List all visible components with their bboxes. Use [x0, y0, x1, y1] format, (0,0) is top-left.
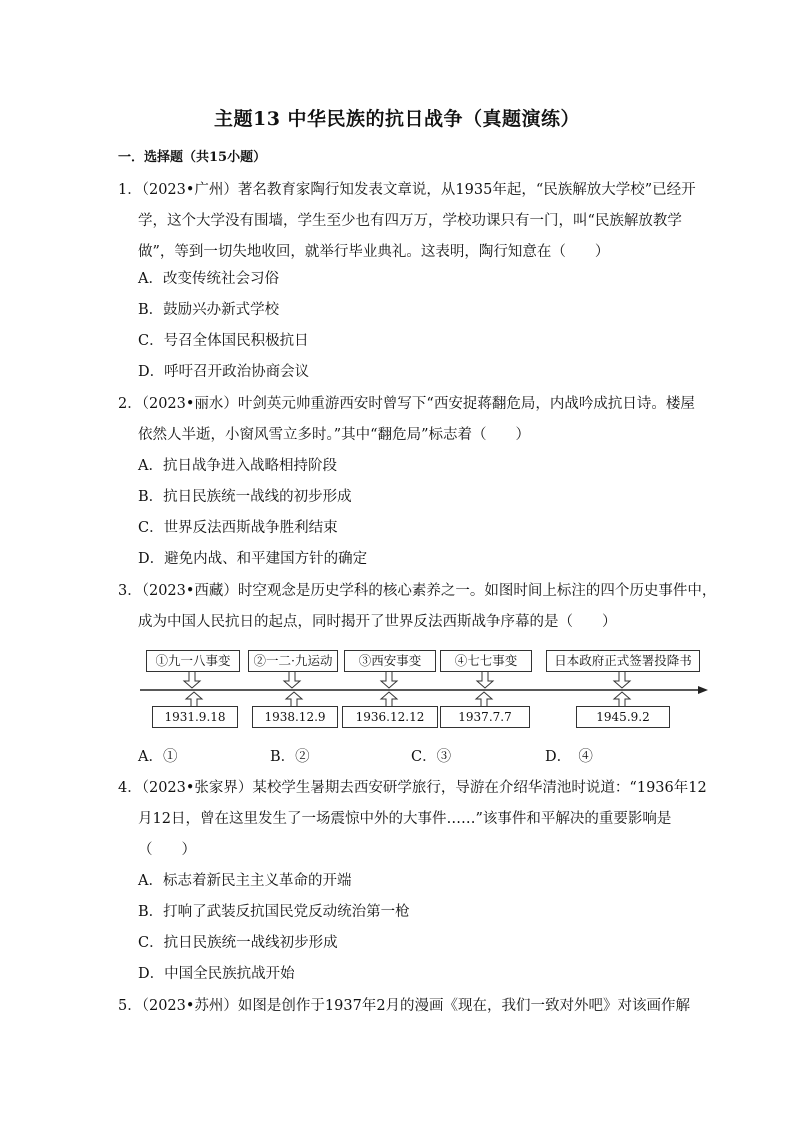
q2-option-d[interactable]: D．避免内战、和平建国方针的确定	[138, 551, 368, 567]
q3-option-b[interactable]: B．②	[270, 749, 310, 765]
timeline-up-arrow	[381, 692, 397, 706]
page-title: 主题13 中华民族的抗日战争（真题演练）	[213, 108, 581, 130]
q4-option-d[interactable]: D．中国全民族抗战开始	[138, 966, 295, 982]
timeline-date-2: 1938.12.9	[252, 706, 338, 728]
q2-option-a[interactable]: A．抗日战争进入战略相持阶段	[138, 458, 337, 474]
timeline-event-5: 日本政府正式签署投降书	[546, 650, 700, 672]
q1-stem-line1: 1．（2023•广州）著名教育家陶行知发表文章说，从1935年起，“民族解放大学校”已经开	[118, 182, 696, 198]
timeline-event-2: ②一二·九运动	[248, 650, 338, 672]
q1-option-a[interactable]: A．改变传统社会习俗	[138, 271, 279, 287]
timeline-date-4: 1937.7.7	[440, 706, 530, 728]
timeline-up-arrow	[614, 692, 630, 706]
q4-option-a[interactable]: A．标志着新民主主义革命的开端	[138, 873, 352, 889]
timeline-date-5: 1945.9.2	[576, 706, 670, 728]
timeline-event-3: ③西安事变	[344, 650, 436, 672]
timeline-event-1: ①九一八事变	[146, 650, 240, 672]
timeline-up-arrow	[476, 692, 492, 706]
timeline-up-arrow	[186, 692, 202, 706]
timeline-down-arrow	[614, 672, 630, 688]
q2-stem-line2: 依然人半逝，小窗风雪立多时。”其中“翻危局”标志着（ ）	[138, 427, 530, 443]
timeline-date-3: 1936.12.12	[342, 706, 438, 728]
q5-stem-line1: 5．（2023•苏州）如图是创作于1937年2月的漫画《现在，我们一致对外吧》对该画作解	[118, 998, 691, 1014]
timeline-down-arrow	[184, 672, 200, 688]
q4-option-c[interactable]: C．抗日民族统一战线初步形成	[138, 935, 338, 951]
section-heading: 一．选择题（共15小题）	[118, 150, 267, 165]
timeline-down-arrow	[284, 672, 300, 688]
timeline-down-arrow	[381, 672, 397, 688]
timeline-up-arrow	[286, 692, 302, 706]
timeline-date-1: 1931.9.18	[152, 706, 238, 728]
q4-stem-line3: （ ）	[138, 842, 196, 858]
q1-option-b[interactable]: B．鼓励兴办新式学校	[138, 302, 280, 318]
q4-stem-line1: 4．（2023•张家界）某校学生暑期去西安研学旅行，导游在介绍华清池时说道：“1936年12	[118, 780, 707, 796]
timeline-figure	[138, 646, 710, 730]
q3-stem-line1: 3．（2023•西藏）时空观念是历史学科的核心素养之一。如图时间上标注的四个历史事件中，	[118, 583, 717, 599]
q1-stem-line3: 做”，等到一切失地收回，就举行毕业典礼。这表明，陶行知意在（ ）	[138, 244, 610, 260]
q3-option-c[interactable]: C．③	[411, 749, 452, 765]
q2-option-b[interactable]: B．抗日民族统一战线的初步形成	[138, 489, 352, 505]
q3-stem-line2: 成为中国人民抗日的起点，同时揭开了世界反法西斯战争序幕的是（ ）	[138, 614, 617, 630]
q3-option-d[interactable]: D． ④	[545, 749, 593, 765]
q3-option-a[interactable]: A．①	[138, 749, 178, 765]
q1-option-d[interactable]: D．呼吁召开政治协商会议	[138, 364, 310, 380]
q2-stem-line1: 2．（2023•丽水）叶剑英元帅重游西安时曾写下“西安捉蒋翻危局，内战吟成抗日诗。楼屋	[118, 396, 695, 412]
q1-stem-line2: 学，这个大学没有围墙，学生至少也有四万万，学校功课只有一门，叫“民族解放教学	[138, 213, 682, 229]
timeline-event-4: ④七七事变	[440, 650, 532, 672]
q1-option-c[interactable]: C．号召全体国民积极抗日	[138, 333, 309, 349]
q2-option-c[interactable]: C．世界反法西斯战争胜利结束	[138, 520, 338, 536]
q4-stem-line2: 月12日，曾在这里发生了一场震惊中外的大事件……”该事件和平解决的重要影响是	[138, 811, 672, 827]
timeline-down-arrow	[477, 672, 493, 688]
q4-option-b[interactable]: B．打响了武装反抗国民党反动统治第一枪	[138, 904, 410, 920]
